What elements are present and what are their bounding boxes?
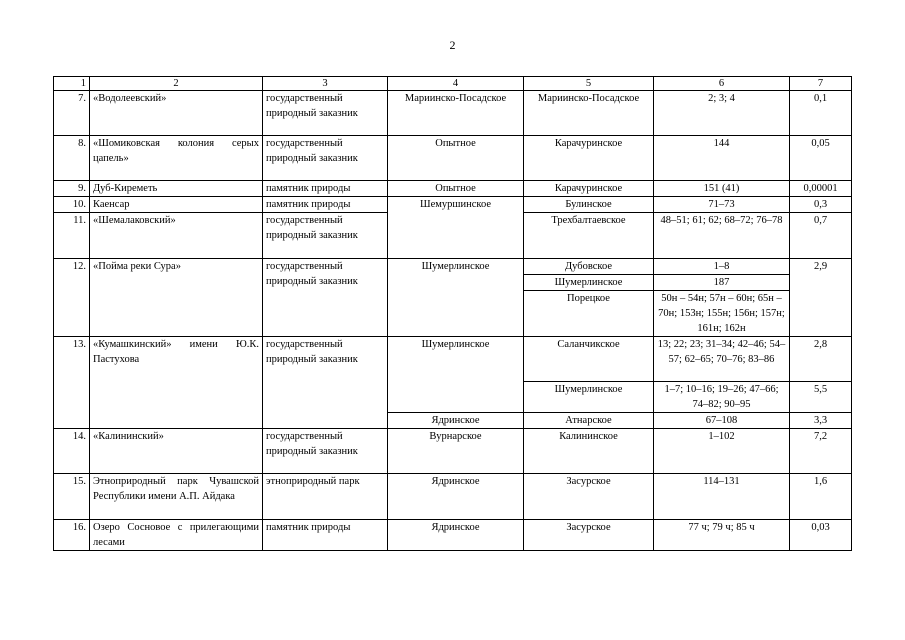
- forestry: Шумерлинское: [524, 382, 654, 413]
- area-name: «Пойма реки Сура»: [90, 259, 263, 337]
- header-cell: 1: [54, 77, 90, 91]
- area-category: этноприродный парк: [263, 474, 388, 520]
- table-row: [54, 181, 852, 197]
- forestry: Засурское: [524, 474, 654, 520]
- row-number: 11.: [54, 213, 90, 259]
- quarters: 77 ч; 79 ч; 85 ч: [654, 520, 790, 551]
- row-number: 16.: [54, 520, 90, 551]
- quarters: 187: [654, 275, 790, 291]
- settlement: Ядринское: [388, 413, 524, 429]
- table-row: [54, 197, 852, 213]
- row-number: 10.: [54, 197, 90, 213]
- area-value: 7,2: [790, 429, 852, 474]
- area-value: 0,05: [790, 136, 852, 181]
- area-value: 0,7: [790, 213, 852, 259]
- quarters: 13; 22; 23; 31–34; 42–46; 54–57; 62–65; 70–76; 83–86: [654, 337, 790, 382]
- forestry: Мариинско-Посадское: [524, 91, 654, 136]
- area-value: 0,3: [790, 197, 852, 213]
- forestry: Дубовское: [524, 259, 654, 275]
- row-number: 7.: [54, 91, 90, 136]
- table-row: [54, 429, 852, 474]
- settlement: Шумерлинское: [388, 259, 524, 337]
- forestry: Калининское: [524, 429, 654, 474]
- quarters: 67–108: [654, 413, 790, 429]
- settlement: Опытное: [388, 181, 524, 197]
- area-value: 2,8: [790, 337, 852, 382]
- header-cell: 5: [524, 77, 654, 91]
- area-name: Этноприродный парк Чувашской Республики имени А.П. Айдака: [90, 474, 263, 520]
- area-value: 5,5: [790, 382, 852, 413]
- settlement: Ядринское: [388, 474, 524, 520]
- row-number: 12.: [54, 259, 90, 337]
- forestry: Атнарское: [524, 413, 654, 429]
- quarters: 1–102: [654, 429, 790, 474]
- quarters: 48–51; 61; 62; 68–72; 76–78: [654, 213, 790, 259]
- settlement: Вурнарское: [388, 429, 524, 474]
- area-value: 1,6: [790, 474, 852, 520]
- forestry: Засурское: [524, 520, 654, 551]
- area-category: памятник природы: [263, 520, 388, 551]
- settlement: Ядринское: [388, 520, 524, 551]
- settlement: Опытное: [388, 136, 524, 181]
- settlement: Мариинско-Посадское: [388, 91, 524, 136]
- header-cell: 3: [263, 77, 388, 91]
- area-value: 2,9: [790, 259, 852, 337]
- quarters: 114–131: [654, 474, 790, 520]
- area-category: государственный природный заказник: [263, 136, 388, 181]
- forestry: Порецкое: [524, 291, 654, 337]
- area-category: государственный природный заказник: [263, 429, 388, 474]
- header-cell: 7: [790, 77, 852, 91]
- area-category: памятник природы: [263, 197, 388, 213]
- area-value: 3,3: [790, 413, 852, 429]
- table-row: [54, 520, 852, 551]
- forestry: Трехбалтаевское: [524, 213, 654, 259]
- quarters: 1–8: [654, 259, 790, 275]
- header-cell: 4: [388, 77, 524, 91]
- table-row: [54, 91, 852, 136]
- area-category: государственный природный заказник: [263, 91, 388, 136]
- forestry: Карачуринское: [524, 136, 654, 181]
- area-value: 0,00001: [790, 181, 852, 197]
- forestry: Шумерлинское: [524, 275, 654, 291]
- settlement: Шумерлинское: [388, 337, 524, 413]
- quarters: 151 (41): [654, 181, 790, 197]
- area-value: 0,03: [790, 520, 852, 551]
- area-category: государственный природный заказник: [263, 337, 388, 429]
- quarters: 144: [654, 136, 790, 181]
- area-category: государственный природный заказник: [263, 259, 388, 337]
- area-name: «Шомиковская колония серых цапель»: [90, 136, 263, 181]
- area-name: Озеро Сосновое с прилегающими лесами: [90, 520, 263, 551]
- table-row: [54, 474, 852, 520]
- page-number: 2: [449, 38, 456, 52]
- area-category: государственный природный заказник: [263, 213, 388, 259]
- quarters: 1–7; 10–16; 19–26; 47–66; 74–82; 90–95: [654, 382, 790, 413]
- area-name: «Кумашкинский» имени Ю.К. Пастухова: [90, 337, 263, 429]
- row-number: 14.: [54, 429, 90, 474]
- area-name: «Калининский»: [90, 429, 263, 474]
- area-name: «Шемалаковский»: [90, 213, 263, 259]
- area-name: Каенсар: [90, 197, 263, 213]
- settlement: Шемуршинское: [388, 197, 524, 259]
- row-number: 15.: [54, 474, 90, 520]
- area-category: памятник природы: [263, 181, 388, 197]
- quarters: 71–73: [654, 197, 790, 213]
- forestry: Карачуринское: [524, 181, 654, 197]
- header-cell: 2: [90, 77, 263, 91]
- row-number: 8.: [54, 136, 90, 181]
- area-value: 0,1: [790, 91, 852, 136]
- forestry: Саланчикское: [524, 337, 654, 382]
- quarters: 50н – 54н; 57н – 60н; 65н – 70н; 153н; 155н; 156н; 157н; 161н; 162н: [654, 291, 790, 337]
- row-number: 13.: [54, 337, 90, 429]
- quarters: 2; 3; 4: [654, 91, 790, 136]
- area-name: Дуб-Киреметь: [90, 181, 263, 197]
- table-row: [54, 136, 852, 181]
- table-row: [54, 259, 852, 275]
- header-cell: 6: [654, 77, 790, 91]
- protected-areas-table: [53, 76, 852, 551]
- row-number: 9.: [54, 181, 90, 197]
- forestry: Булинское: [524, 197, 654, 213]
- table-header-row: [54, 77, 852, 91]
- table-row: [54, 337, 852, 382]
- area-name: «Водолеевский»: [90, 91, 263, 136]
